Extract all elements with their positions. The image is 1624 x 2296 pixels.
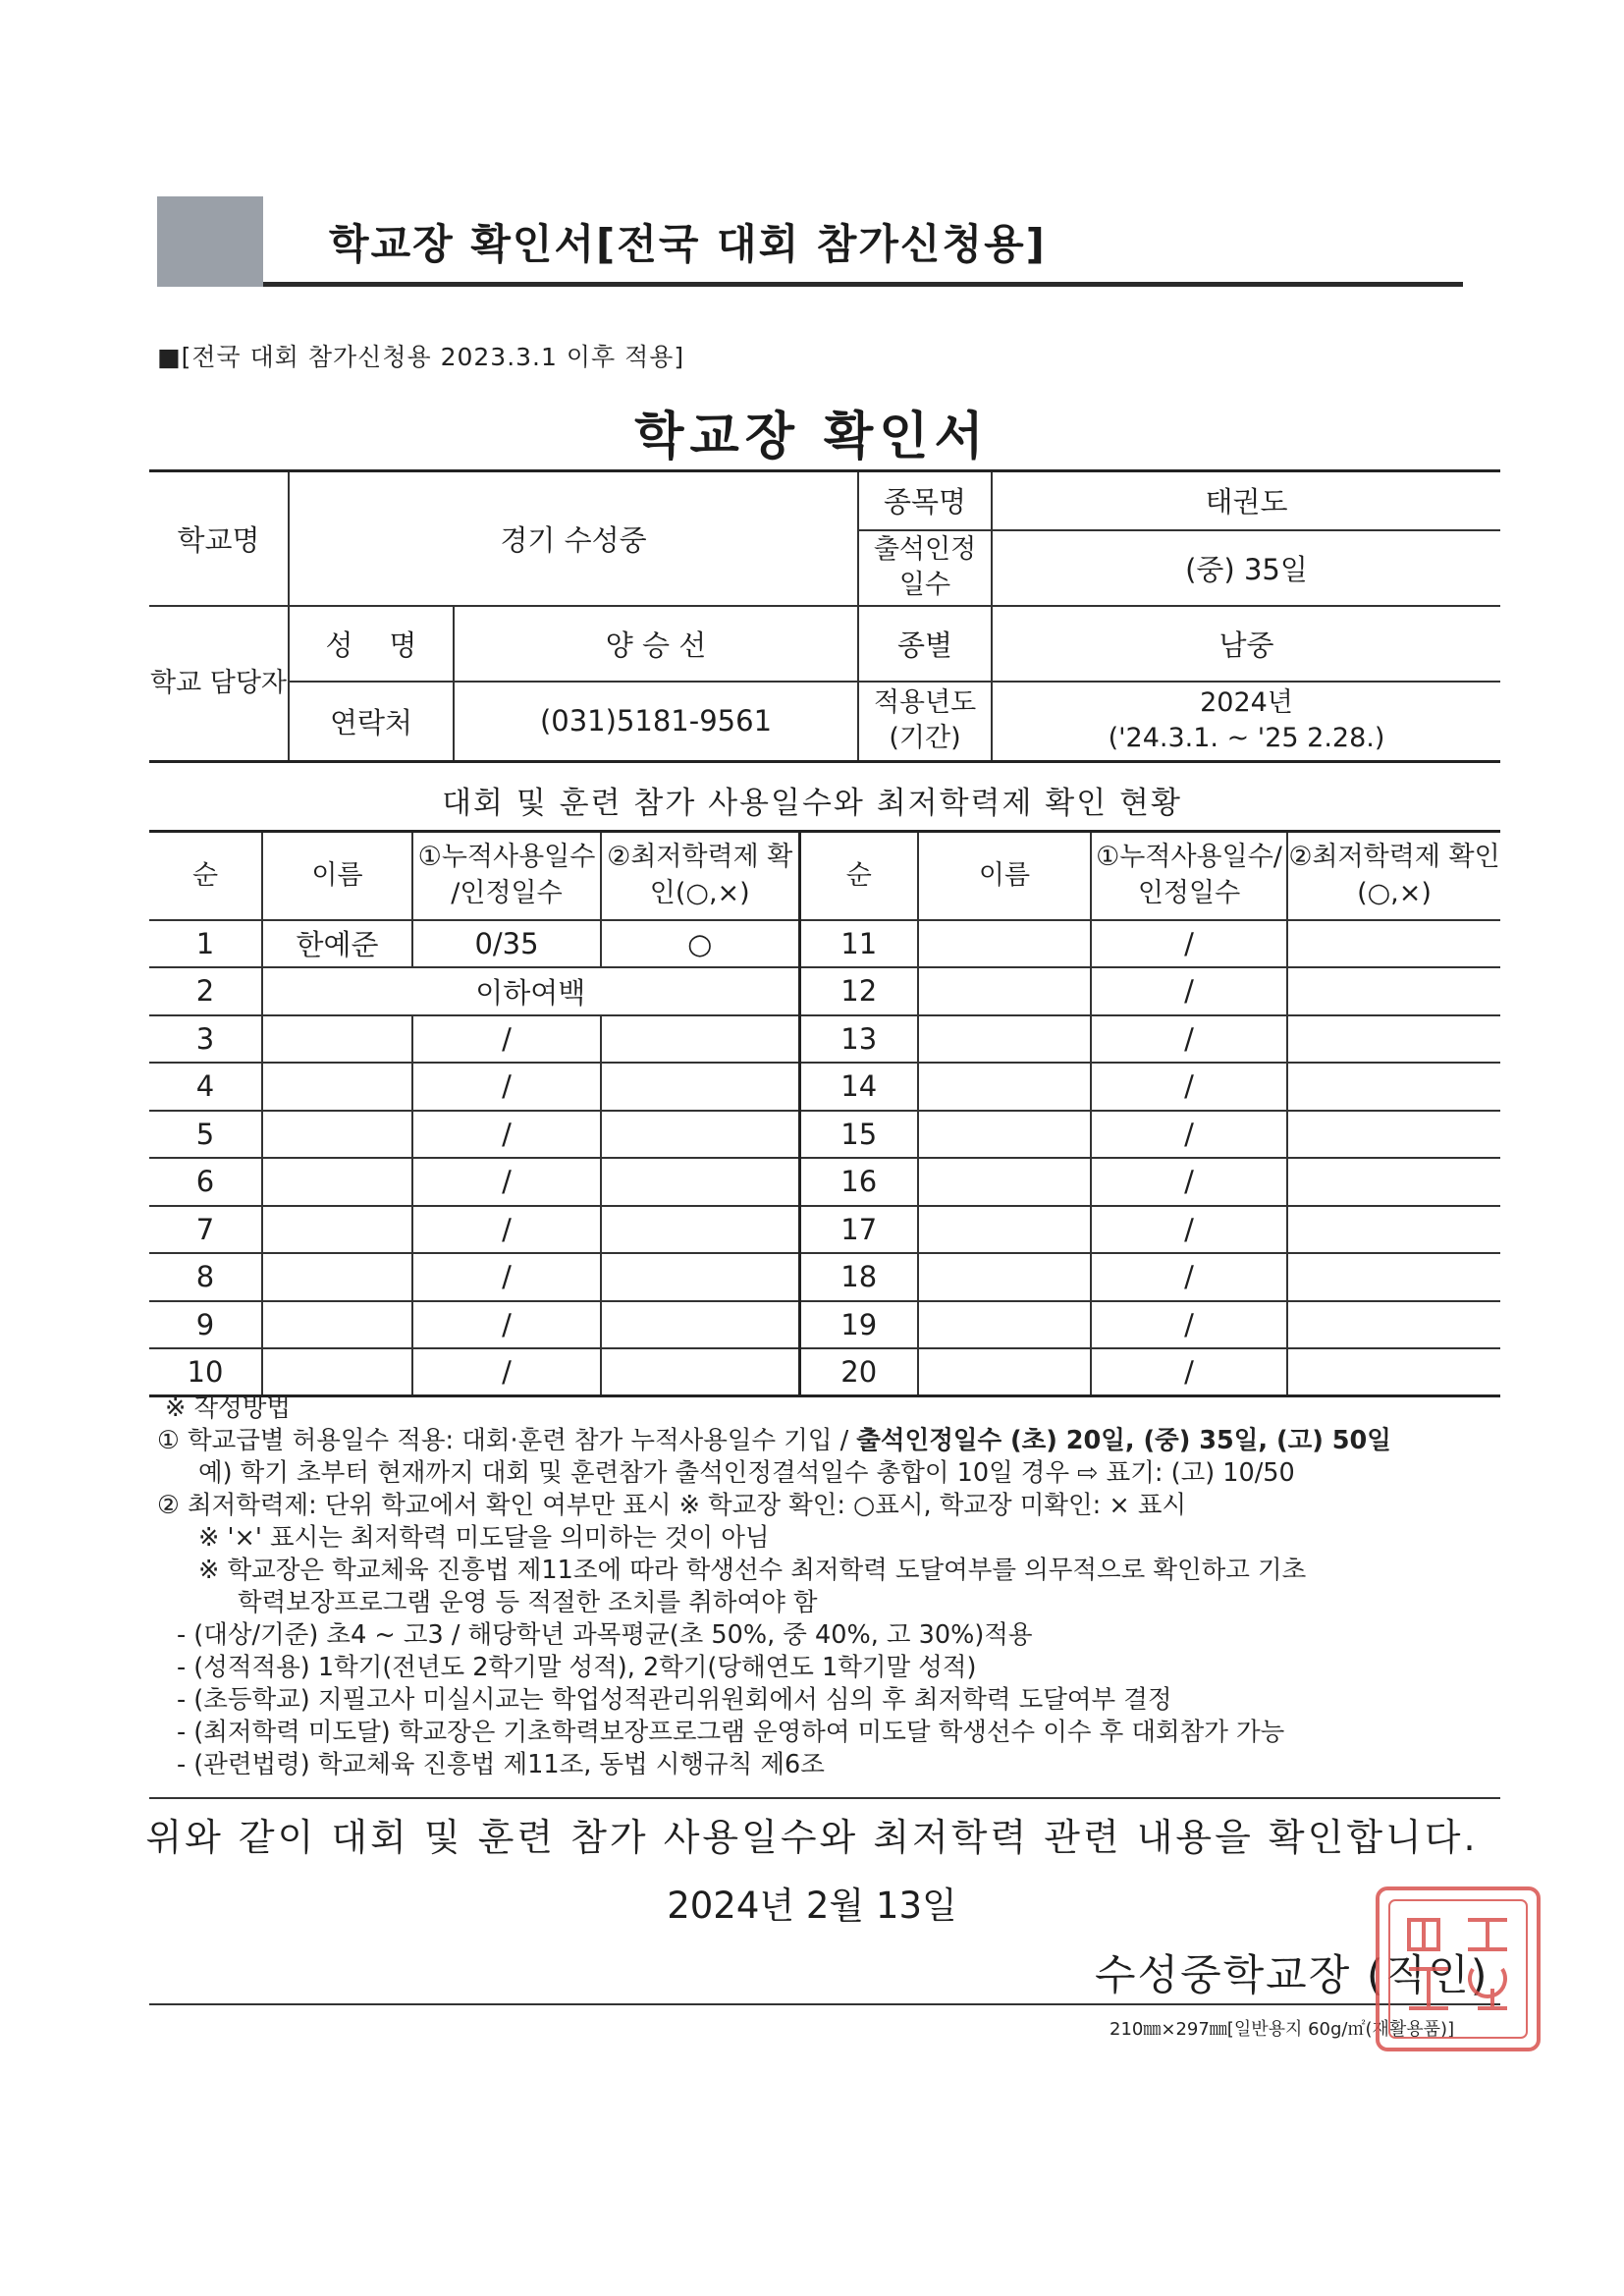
row-name: 한예준 — [262, 920, 412, 968]
row-no: 15 — [799, 1111, 918, 1159]
row-no: 10 — [149, 1348, 262, 1396]
attendance-label: 출석인정 일수 — [858, 530, 992, 606]
row-days: / — [412, 1111, 601, 1159]
manager-label: 학교 담당자 — [149, 606, 289, 762]
row-no: 13 — [799, 1015, 918, 1064]
table-row — [149, 1015, 1500, 1064]
year-cell — [992, 682, 1500, 762]
row-no: 19 — [799, 1301, 918, 1349]
row-check — [601, 1206, 799, 1254]
row-check — [1287, 1253, 1500, 1301]
header-check: ②최저학력제 확인(○,×) — [601, 832, 799, 920]
header-days-right: ①누적사용일수/ 인정일수 — [1091, 832, 1287, 920]
row-days: 0/35 — [412, 920, 601, 968]
header-band — [157, 196, 1463, 287]
row-no: 2 — [149, 967, 262, 1015]
row-check — [1287, 1063, 1500, 1111]
school-value: 경기 수성중 — [289, 471, 858, 606]
gender-value: 남중 — [992, 606, 1500, 682]
detail-5: - (관련법령) 학교체육 진흥법 제11조, 동법 시행규칙 제6조 — [177, 1750, 825, 1779]
header-title: 학교장 확인서[전국 대회 참가신청용] — [329, 220, 1047, 268]
note-1-example: 예) 학기 초부터 현재까지 대회 및 훈련참가 출석인정결석일수 총합이 10일 경우 ⇨ 표기: (고) 10/50 — [198, 1458, 1295, 1488]
table-row — [149, 1206, 1500, 1254]
notes-divider — [149, 1797, 1500, 1799]
header-check-right: ②최저학력제 확인(○,×) — [1287, 832, 1500, 920]
table-row — [149, 920, 1500, 968]
gender-label: 종별 — [858, 606, 992, 682]
year-label: 적용년도 (기간) — [858, 682, 992, 762]
row-no: 8 — [149, 1253, 262, 1301]
row-no: 7 — [149, 1206, 262, 1254]
row-check — [1287, 967, 1500, 1015]
row-name — [918, 920, 1091, 968]
row-check — [601, 1015, 799, 1064]
row-no: 12 — [799, 967, 918, 1015]
official-seal-icon — [1370, 1881, 1546, 2057]
table-row — [149, 1063, 1500, 1111]
bottom-divider — [149, 2003, 1500, 2005]
row-days: / — [412, 1015, 601, 1064]
row-name — [918, 1015, 1091, 1064]
row-days: / — [1091, 1348, 1287, 1396]
note-2b-line1: ※ 학교장은 학교체육 진흥법 제11조에 따라 학생선수 최저학력 도달여부를 의무적으로 확인하고 기초 — [198, 1556, 1307, 1585]
principal-signature: 수성중학교장 (직인) — [1095, 1951, 1489, 2000]
row-name — [262, 1301, 412, 1349]
row-no: 4 — [149, 1063, 262, 1111]
row-check — [601, 1253, 799, 1301]
row-days: / — [1091, 1015, 1287, 1064]
contact-label: 연락처 — [289, 682, 454, 762]
note-1-text: ① 학교급별 허용일수 적용: 대회·훈련 참가 누적사용일수 기입 / — [157, 1426, 857, 1455]
detail-2: - (성적적용) 1학기(전년도 2학기말 성적), 2학기(당해연도 1학기말 성적) — [177, 1653, 977, 1682]
usage-table — [149, 830, 1500, 1397]
row-name — [262, 1158, 412, 1206]
notes-heading: ※ 작성방법 — [165, 1394, 292, 1423]
row-no: 9 — [149, 1301, 262, 1349]
name-value: 양 승 선 — [454, 606, 858, 682]
note-1-bold: 출석인정일수 (초) 20일, (중) 35일, (고) 50일 — [856, 1426, 1391, 1455]
row-no: 16 — [799, 1158, 918, 1206]
table-row — [149, 1348, 1500, 1396]
row-days: / — [1091, 1111, 1287, 1159]
note-2: ② 최저학력제: 단위 학교에서 확인 여부만 표시 ※ 학교장 확인: ○표시, 학교장 미확인: × 표시 — [157, 1491, 1187, 1520]
contact-value: (031)5181-9561 — [454, 682, 858, 762]
detail-1: - (대상/기준) 초4 ~ 고3 / 해당학년 과목평균(초 50%, 중 40%, 고 30%)적용 — [177, 1620, 1033, 1650]
paper-spec: 210㎜×297㎜[일반용지 60g/㎡(재활용품)] — [1110, 2019, 1455, 2040]
row-check — [601, 1301, 799, 1349]
attendance-value: (중) 35일 — [992, 530, 1500, 606]
row-check — [601, 1063, 799, 1111]
year-value: 2024년 — [1200, 686, 1293, 718]
row-name — [918, 1348, 1091, 1396]
table-row — [149, 1253, 1500, 1301]
row-days: / — [1091, 920, 1287, 968]
row-no: 11 — [799, 920, 918, 968]
row-check — [1287, 1111, 1500, 1159]
header-no: 순 — [149, 832, 262, 920]
row-no: 6 — [149, 1158, 262, 1206]
row-name — [262, 1015, 412, 1064]
row-name — [262, 1348, 412, 1396]
row-days: / — [1091, 1301, 1287, 1349]
row-check — [601, 1158, 799, 1206]
row-no: 18 — [799, 1253, 918, 1301]
row-name — [262, 1111, 412, 1159]
school-label: 학교명 — [149, 471, 289, 606]
row-no: 1 — [149, 920, 262, 968]
writing-instructions — [157, 1393, 1512, 1781]
row-merged-blank-below: 이하여백 — [262, 967, 799, 1015]
row-no: 3 — [149, 1015, 262, 1064]
row-check — [1287, 1301, 1500, 1349]
header-gray-block — [157, 196, 263, 287]
row-name — [262, 1206, 412, 1254]
row-days: / — [412, 1253, 601, 1301]
row-check — [1287, 1348, 1500, 1396]
row-name — [918, 1301, 1091, 1349]
note-2a: ※ '×' 표시는 최저학력 미도달을 의미하는 것이 아님 — [198, 1523, 770, 1553]
row-check — [601, 1348, 799, 1396]
header-no-right: 순 — [799, 832, 918, 920]
row-days: / — [1091, 1063, 1287, 1111]
table-row — [149, 967, 1500, 1015]
name-label: 성 명 — [289, 606, 454, 682]
year-range: ('24.3.1. ~ '25 2.28.) — [1108, 723, 1385, 754]
row-check: ○ — [601, 920, 799, 968]
note-1 — [157, 1425, 1512, 1457]
detail-3: - (초등학교) 지필고사 미실시교는 학업성적관리위원회에서 심의 후 최저학력 도달여부 결정 — [177, 1685, 1172, 1715]
main-title: 학교장 확인서 — [634, 408, 990, 466]
row-name — [918, 967, 1091, 1015]
row-check — [1287, 920, 1500, 968]
row-days: / — [412, 1063, 601, 1111]
issue-date: 2024년 2월 13일 — [667, 1885, 957, 1927]
row-days: / — [1091, 1206, 1287, 1254]
sport-value: 태권도 — [992, 471, 1500, 530]
header-name-right: 이름 — [918, 832, 1091, 920]
header-days: ①누적사용일수 /인정일수 — [412, 832, 601, 920]
info-table — [149, 469, 1500, 763]
row-name — [918, 1206, 1091, 1254]
row-name — [918, 1158, 1091, 1206]
row-days: / — [412, 1206, 601, 1254]
row-days: / — [412, 1158, 601, 1206]
detail-4: - (최저학력 미도달) 학교장은 기초학력보장프로그램 운영하여 미도달 학생선수 이수 후 대회참가 가능 — [177, 1718, 1285, 1747]
row-name — [918, 1253, 1091, 1301]
row-no: 17 — [799, 1206, 918, 1254]
note-2b-line2: 학력보장프로그램 운영 등 적절한 조치를 취하여야 함 — [238, 1588, 818, 1617]
row-days: / — [412, 1348, 601, 1396]
table-row — [149, 1111, 1500, 1159]
row-name — [918, 1063, 1091, 1111]
confirmation-statement: 위와 같이 대회 및 훈련 참가 사용일수와 최저학력 관련 내용을 확인합니다. — [145, 1816, 1479, 1859]
row-no: 20 — [799, 1348, 918, 1396]
row-name — [262, 1253, 412, 1301]
header-name: 이름 — [262, 832, 412, 920]
row-check — [1287, 1015, 1500, 1064]
row-name — [918, 1111, 1091, 1159]
row-days: / — [412, 1301, 601, 1349]
row-no: 5 — [149, 1111, 262, 1159]
row-days: / — [1091, 967, 1287, 1015]
row-days: / — [1091, 1253, 1287, 1301]
row-check — [1287, 1158, 1500, 1206]
sport-label: 종목명 — [858, 471, 992, 530]
row-name — [262, 1063, 412, 1111]
row-no: 14 — [799, 1063, 918, 1111]
table-header-row — [149, 832, 1500, 920]
row-check — [1287, 1206, 1500, 1254]
table-row — [149, 1301, 1500, 1349]
table-row — [149, 1158, 1500, 1206]
subnote: ■[전국 대회 참가신청용 2023.3.1 이후 적용] — [157, 343, 685, 371]
row-days: / — [1091, 1158, 1287, 1206]
status-title: 대회 및 훈련 참가 사용일수와 최저학력제 확인 현황 — [442, 786, 1182, 821]
row-check — [601, 1111, 799, 1159]
